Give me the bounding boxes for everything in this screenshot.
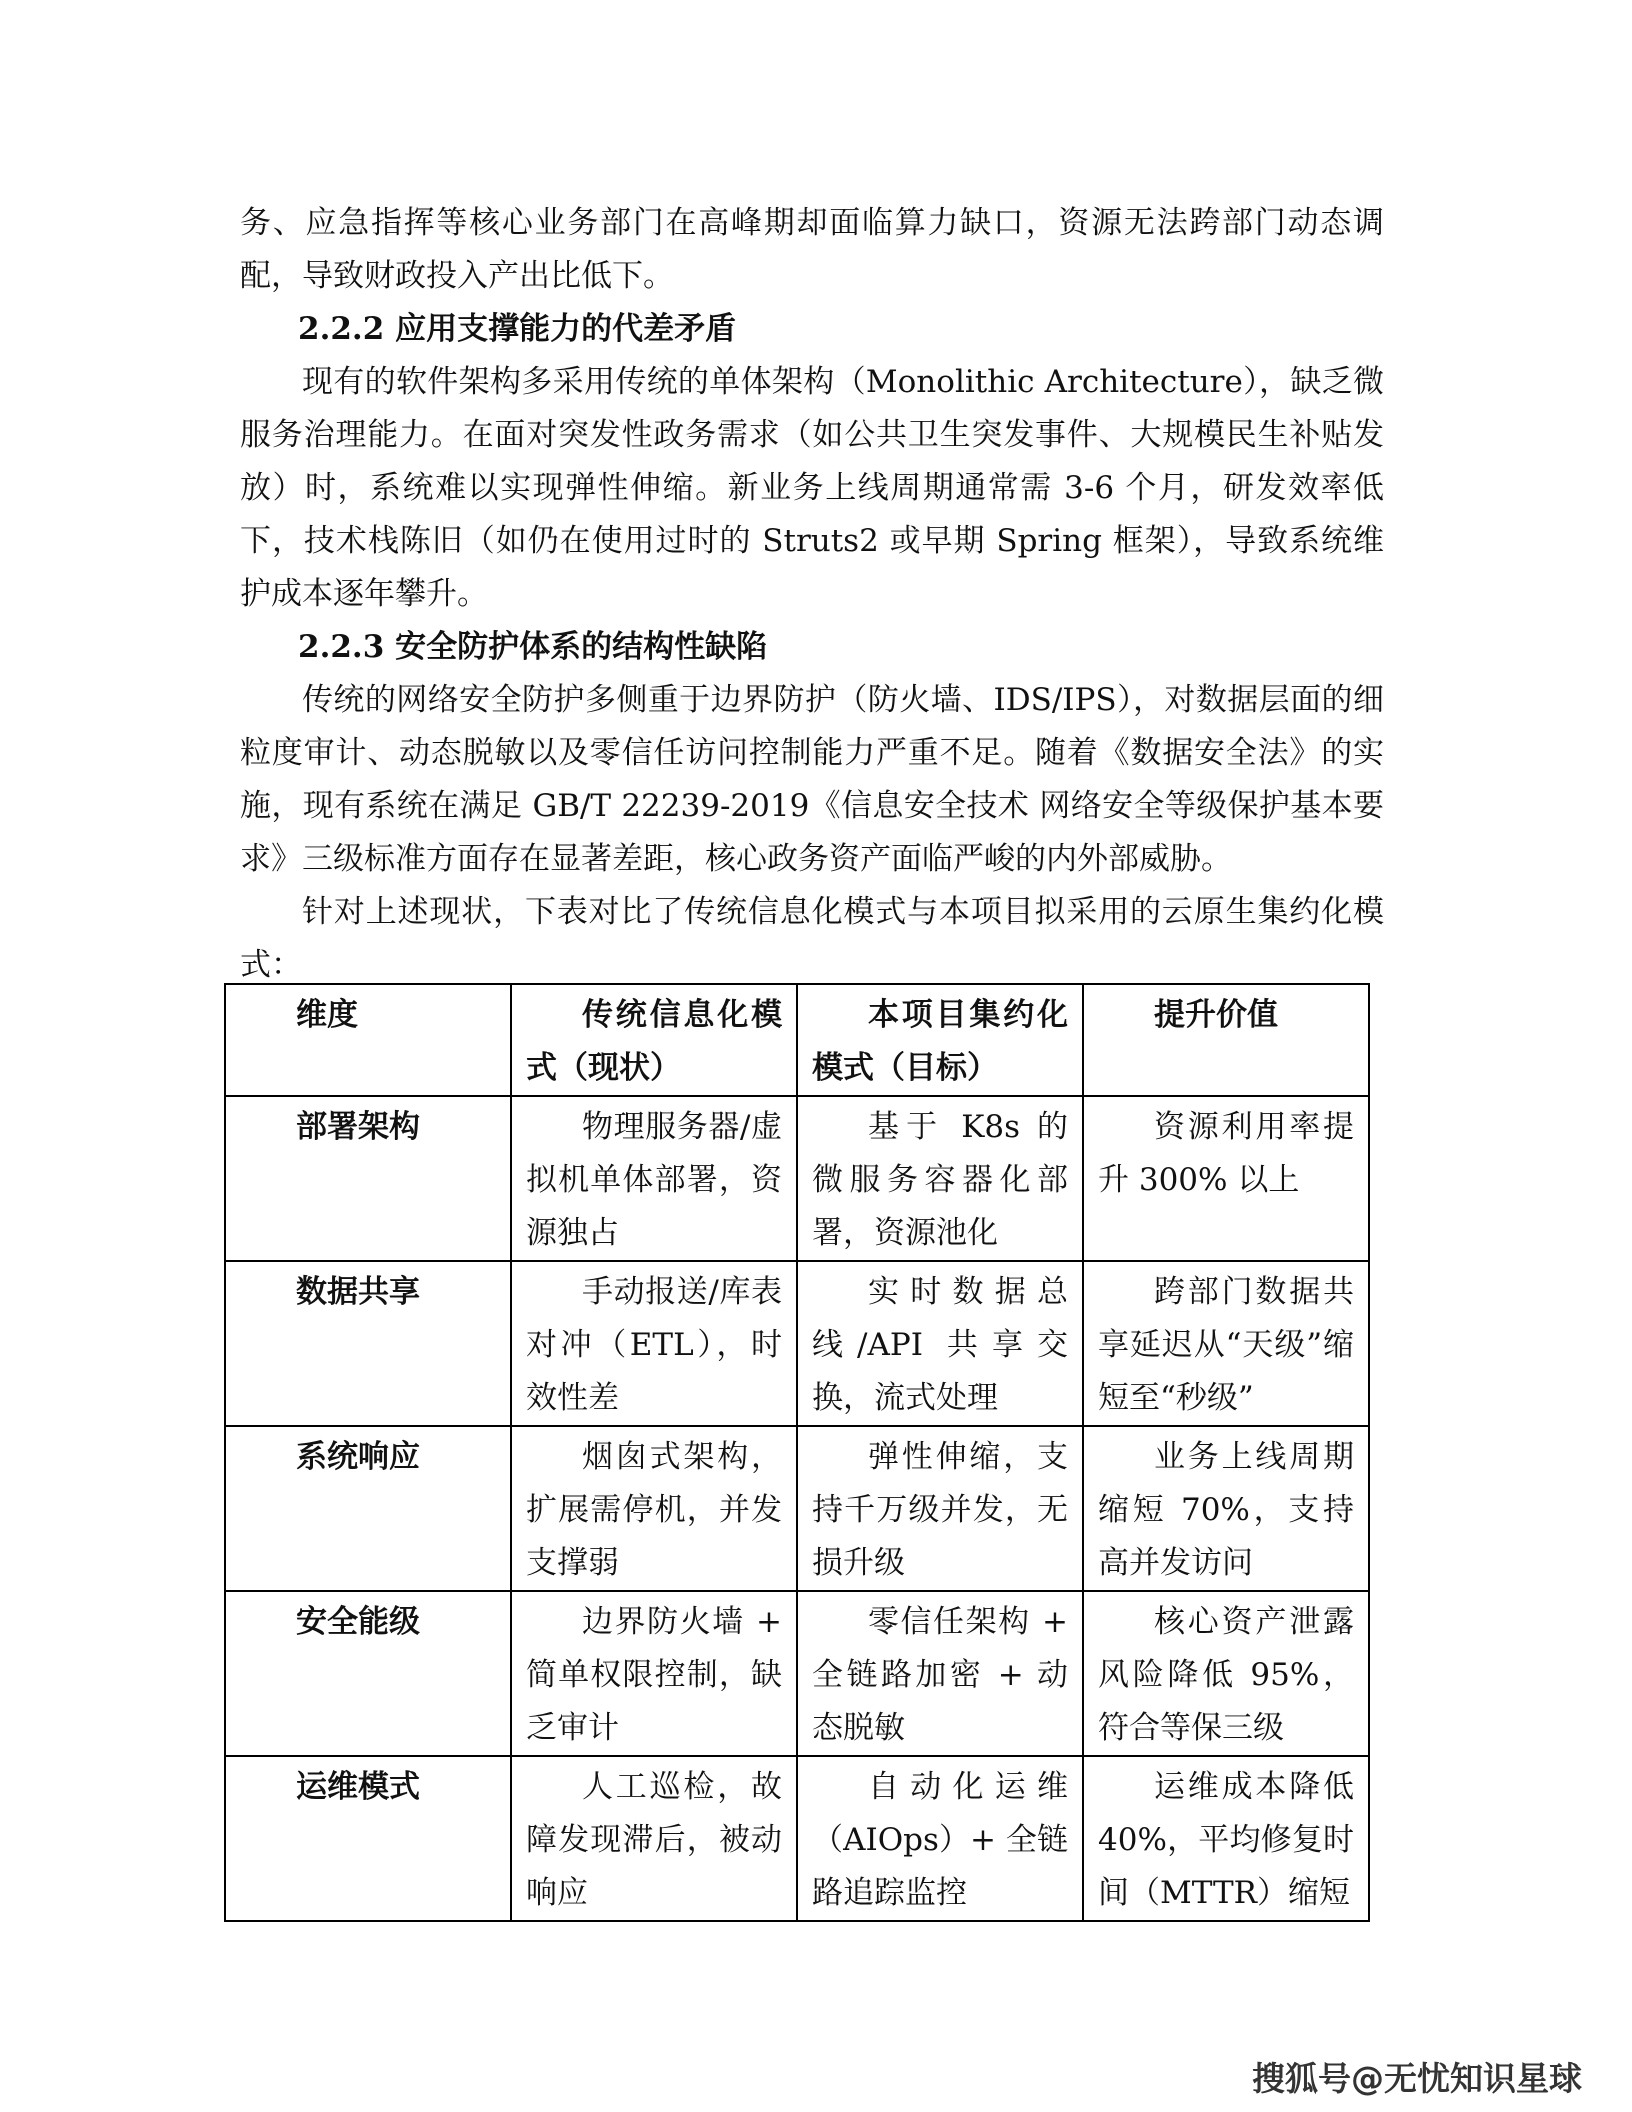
row-traditional: 烟囱式架构，扩展需停机，并发支撑弱	[511, 1426, 797, 1591]
paragraph-application-support: 现有的软件架构多采用传统的单体架构（Monolithic Architecture），缺乏微服务治理能力。在面对突发性政务需求（如公共卫生突发事件、大规模民生补贴发放）时，系统难以实现弹性伸缩。新业务上线周期通常需 3-6 个月，研发效率低下，技术栈陈旧（如仍在使用过时的 Struts2 或早期 Spring 框架），导致系统维护成本逐年攀升。	[240, 364, 1384, 612]
row-dimension: 系统响应	[225, 1426, 511, 1591]
header-target: 本项目集约化模式（目标）	[797, 984, 1083, 1096]
section-heading-2-2-3: 2.2.3 安全防护体系的结构性缺陷	[298, 629, 768, 665]
table-row	[225, 1756, 1369, 1921]
row-target: 零信任架构 + 全链路加密 + 动态脱敏	[797, 1591, 1083, 1756]
header-value: 提升价值	[1083, 984, 1369, 1096]
header-dimension: 维度	[225, 984, 511, 1096]
table-row	[225, 1261, 1369, 1426]
header-traditional: 传统信息化模式（现状）	[511, 984, 797, 1096]
row-value: 跨部门数据共享延迟从“天级”缩短至“秒级”	[1083, 1261, 1369, 1426]
row-value: 核心资产泄露风险降低 95%，符合等保三级	[1083, 1591, 1369, 1756]
paragraph-table-intro: 针对上述现状，下表对比了传统信息化模式与本项目拟采用的云原生集约化模式：	[240, 894, 1384, 983]
row-dimension: 部署架构	[225, 1096, 511, 1261]
row-target: 实时数据总线/API 共享交换，流式处理	[797, 1261, 1083, 1426]
section-heading-2-2-2: 2.2.2 应用支撑能力的代差矛盾	[298, 311, 737, 347]
table-row	[225, 1591, 1369, 1756]
table-row	[225, 1426, 1369, 1591]
watermark: 搜狐号@无忧知识星球	[1252, 2059, 1582, 2098]
row-traditional: 人工巡检，故障发现滞后，被动响应	[511, 1756, 797, 1921]
row-target: 自动化运维（AIOps）+ 全链路追踪监控	[797, 1756, 1083, 1921]
paragraph-security: 传统的网络安全防护多侧重于边界防护（防火墙、IDS/IPS），对数据层面的细粒度审计、动态脱敏以及零信任访问控制能力严重不足。随着《数据安全法》的实施，现有系统在满足 GB/T 22239-2019《信息安全技术 网络安全等级保护基本要求》三级标准方面存在显著差距，核心政务资产面临严峻的内外部威胁。	[240, 682, 1384, 877]
comparison-table	[224, 983, 1370, 1922]
row-traditional: 物理服务器/虚拟机单体部署，资源独占	[511, 1096, 797, 1261]
paragraph-continued: 务、应急指挥等核心业务部门在高峰期却面临算力缺口，资源无法跨部门动态调配，导致财政投入产出比低下。	[240, 205, 1384, 294]
row-target: 弹性伸缩，支持千万级并发，无损升级	[797, 1426, 1083, 1591]
row-traditional: 手动报送/库表对冲（ETL），时效性差	[511, 1261, 797, 1426]
table-row	[225, 1096, 1369, 1261]
row-dimension: 安全能级	[225, 1591, 511, 1756]
table-header-row	[225, 984, 1369, 1096]
row-value: 业务上线周期缩短 70%，支持高并发访问	[1083, 1426, 1369, 1591]
row-dimension: 运维模式	[225, 1756, 511, 1921]
row-target: 基于 K8s 的微服务容器化部署，资源池化	[797, 1096, 1083, 1261]
row-traditional: 边界防火墙 + 简单权限控制，缺乏审计	[511, 1591, 797, 1756]
row-value: 资源利用率提升 300% 以上	[1083, 1096, 1369, 1261]
row-dimension: 数据共享	[225, 1261, 511, 1426]
row-value: 运维成本降低 40%，平均修复时间（MTTR）缩短	[1083, 1756, 1369, 1921]
